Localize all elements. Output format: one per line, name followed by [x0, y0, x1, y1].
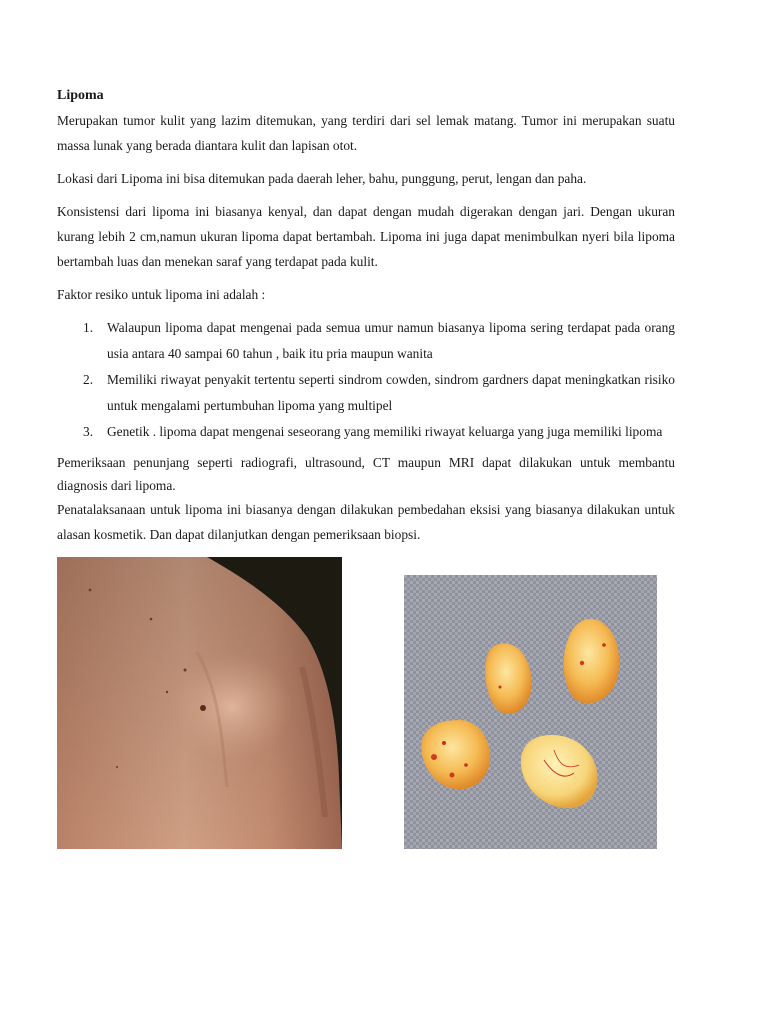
list-item-text: Memiliki riwayat penyakit tertentu seperti sindrom cowden, sindrom gardners dapat meningkatkan risiko untuk mengalami pertumbuhan lipoma yang multipel: [107, 372, 675, 413]
list-number: 1.: [83, 320, 94, 335]
risk-factor-list: [57, 315, 675, 445]
paragraph-definition: Merupakan tumor kulit yang lazim ditemukan, yang terdiri dari sel lemak matang. Tumor ini merupakan suatu massa lunak yang berada diantara kulit dan lapisan otot.: [57, 113, 675, 153]
paragraph-treatment: Penatalaksanaan untuk lipoma ini biasanya dengan dilakukan pembedahan eksisi yang biasanya dilakukan untuk alasan kosmetik. Dan dapat dilanjutkan dengan pemeriksaan biopsi.: [57, 502, 675, 542]
list-item: [57, 419, 675, 445]
page-title: Lipoma: [57, 88, 104, 103]
excised-lipoma-photo: [404, 575, 657, 849]
paragraph-location: Lokasi dari Lipoma ini bisa ditemukan pada daerah leher, bahu, punggung, perut, lengan dan paha.: [57, 171, 587, 186]
list-item-text: Walaupun lipoma dapat mengenai pada semua umur namun biasanya lipoma sering terdapat pada orang usia antara 40 sampai 60 tahun , baik itu pria maupun wanita: [107, 320, 675, 361]
paragraph-diagnosis: Pemeriksaan penunjang seperti radiografi, ultrasound, CT maupun MRI dapat dilakukan untuk membantu diagnosis dari lipoma.: [57, 455, 675, 493]
paragraph-consistency: Konsistensi dari lipoma ini biasanya kenyal, dan dapat dengan mudah digerakan dengan jari. Dengan ukuran kurang lebih 2 cm,namun ukuran lipoma dapat bertambah. Lipoma ini juga dapat menimbulkan nyeri bila lipoma bertambah luas dan menekan saraf yang terdapat pada kulit.: [57, 204, 675, 269]
list-item: [57, 315, 675, 367]
paragraph-risk-intro: Faktor resiko untuk lipoma ini adalah :: [57, 287, 266, 302]
list-number: 3.: [83, 424, 94, 439]
list-number: 2.: [83, 372, 94, 387]
list-item-text: Genetik . lipoma dapat mengenai seseorang yang memiliki riwayat keluarga yang juga memiliki lipoma: [107, 424, 663, 439]
document-body: [57, 86, 675, 555]
list-item: [57, 367, 675, 419]
shoulder-lipoma-photo: [57, 557, 342, 849]
